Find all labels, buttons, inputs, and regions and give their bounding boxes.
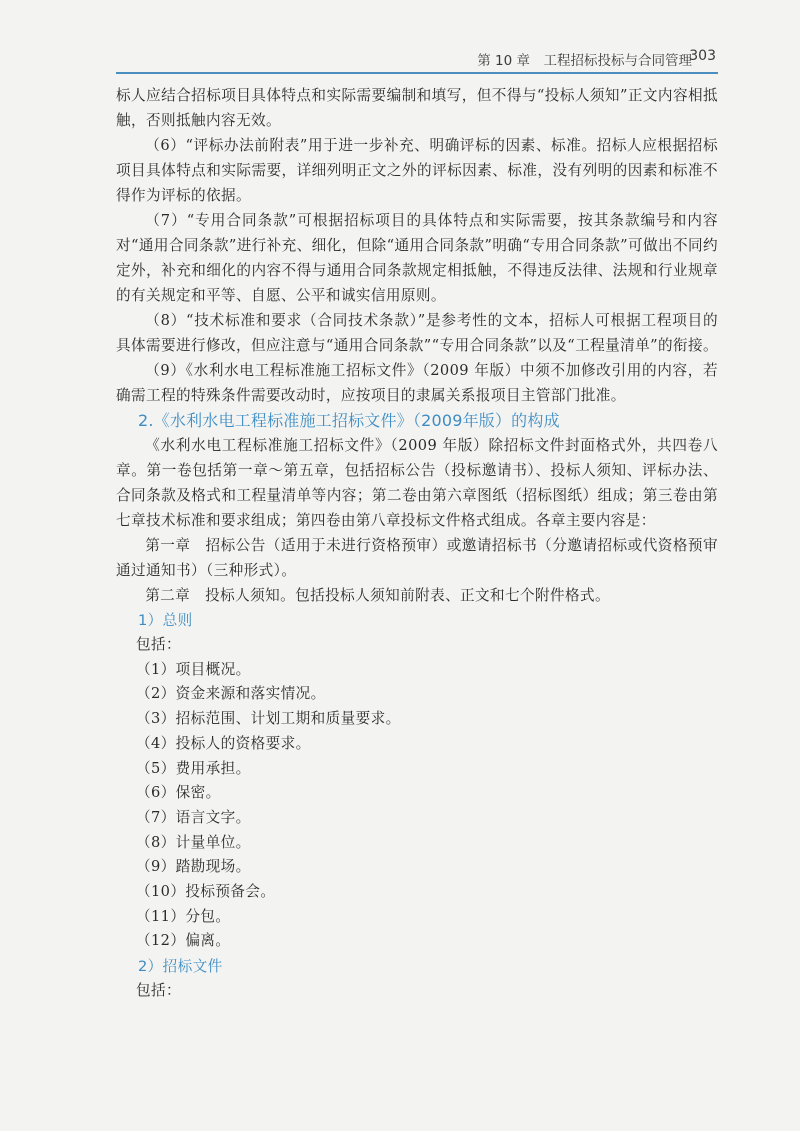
list-item: （4）投标人的资格要求。 — [136, 734, 311, 752]
list-item: （6）保密。 — [136, 784, 221, 802]
section-intro: 《水利水电工程标准施工招标文件》（2009 年版）除招标文件封面格式外，共四卷八章。第一卷包括第一章～第五章，包括招标公告（投标邀请书）、投标人须知、评标办法、合同条款及格式和工程量清单等内容；第二卷由第六章图纸（招标图纸）组成；第三卷由第七章技术标准和要求组成；第四卷由第八章投标文件格式组成。各章主要内容是： — [116, 437, 718, 529]
list-item: （7）语言文字。 — [136, 808, 251, 826]
paragraph-item-6: （6）“评标办法前附表”用于进一步补充、明确评标的因素、标准。招标人应根据招标项目具体特点和实际需要，详细列明正文之外的评标因素、标准，没有列明的因素和标准不得作为评标的依据。 — [116, 137, 718, 204]
running-header — [0, 46, 800, 72]
list-lead: 包括： — [136, 636, 181, 653]
chapter-1-desc: 第一章 招标公告（适用于未进行资格预审）或邀请招标书（分邀请招标或代资格预审通过通知书）（三种形式）。 — [116, 537, 718, 579]
list-item: （12）偏离。 — [136, 932, 231, 950]
paragraph-item-8: （8）“技术标准和要求（合同技术条款）”是参考性的文本，招标人可根据工程项目的具体需要进行修改，但应注意与“通用合同条款”“专用合同条款”以及“工程量清单”的衔接。 — [116, 312, 718, 354]
list-item: （8）计量单位。 — [136, 833, 251, 851]
paragraph-item-7: （7）“专用合同条款”可根据招标项目的具体特点和实际需要，按其条款编号和内容对“通用合同条款”进行补充、细化，但除“通用合同条款”明确“专用合同条款”可做出不同约定外，补充和细化的内容不得与通用合同条款规定相抵触，不得违反法律、法规和行业规章的有关规定和平等、自愿、公平和诚实信用原则。 — [116, 212, 718, 304]
list-item: （1）项目概况。 — [136, 660, 251, 678]
list-item: （11）分包。 — [136, 907, 231, 925]
chapter-title: 第 10 章 工程招标投标与合同管理 — [477, 53, 692, 69]
paragraph-continued: 标人应结合招标项目具体特点和实际需要编制和填写，但不得与“投标人须知”正文内容相抵触，否则抵触内容无效。 — [116, 87, 718, 129]
header-rule — [116, 72, 718, 74]
list-item: （3）招标范围、计划工期和质量要求。 — [136, 710, 401, 728]
subheading-tender-docs: 2）招标文件 — [138, 958, 223, 976]
list-item: （9）踏勘现场。 — [136, 858, 251, 876]
list-item: （10）投标预备会。 — [136, 883, 276, 901]
list-item: （2）资金来源和落实情况。 — [136, 685, 326, 703]
subheading-general: 1）总则 — [138, 612, 193, 629]
page-body — [116, 83, 718, 1004]
list-lead: 包括： — [136, 982, 181, 1000]
paragraph-item-9: （9）《水利水电工程标准施工招标文件》（2009 年版）中须不加修改引用的内容，若确需工程的特殊条件需要改动时，应按项目的隶属关系报项目主管部门批准。 — [116, 362, 718, 404]
page-number: 303 — [689, 48, 716, 64]
section-heading-2: 2.《水利水电工程标准施工招标文件》（2009年版）的构成 — [138, 411, 560, 430]
list-item: （5）费用承担。 — [136, 759, 251, 777]
chapter-2-desc: 第二章 投标人须知。包括投标人须知前附表、正文和七个附件格式。 — [145, 587, 610, 604]
